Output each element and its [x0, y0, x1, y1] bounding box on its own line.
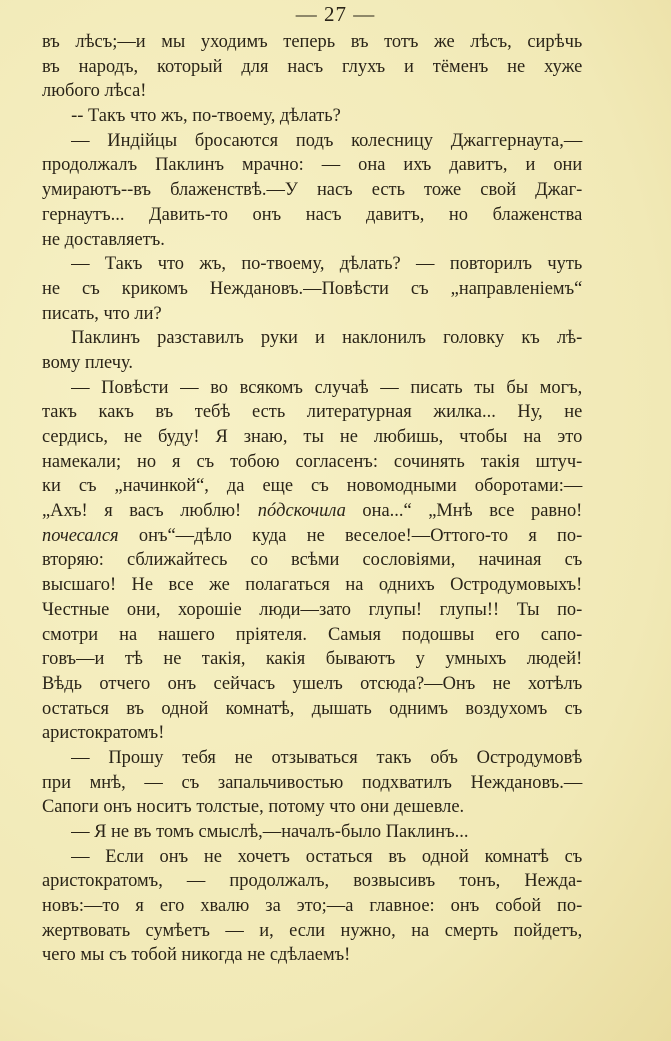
text-line [42, 326, 582, 351]
text-line [42, 499, 582, 524]
italic-text: пóдскочила [257, 500, 346, 522]
text-line [42, 425, 582, 450]
text-line [42, 153, 582, 178]
text-line [42, 178, 582, 203]
text-line [42, 79, 582, 104]
text-line [42, 351, 582, 376]
text-span: Честные они, хорошіе люди—зато глупы! глупы!! Ты по- [42, 598, 583, 620]
text-span: не съ крикомъ Неждановъ.—Повѣсти съ „направленіемъ“ [42, 277, 583, 299]
text-line [42, 943, 582, 968]
text-span: — Прошу тебя не отзываться такъ объ Остродумовѣ [71, 746, 583, 768]
text-line [42, 30, 582, 55]
text-span: жертвовать сумѣетъ — и, если нужно, на смерть пойдетъ, [42, 919, 583, 941]
text-span: не доставляетъ. [42, 228, 165, 250]
text-span: гернаутъ... Давить-то онъ насъ давитъ, но блаженства [42, 203, 583, 225]
text-line [42, 746, 582, 771]
text-span: высшаго! Не все же полагаться на однихъ Остродумовыхъ! [42, 574, 583, 596]
text-span: писать, что ли? [42, 302, 162, 324]
text-span: -- Такъ что жъ, по-твоему, дѣлать? [71, 105, 341, 127]
text-span: говъ—и тѣ не такія, какія бываютъ у умныхъ людей! [42, 648, 583, 670]
text-line [42, 548, 582, 573]
text-span: намекали; но я съ тобою согласенъ: сочинять такія штуч- [42, 450, 583, 472]
text-line [42, 795, 582, 820]
text-span: — Такъ что жъ, по-твоему, дѣлать? — повторилъ чуть [71, 253, 583, 275]
page-text [42, 30, 582, 968]
page-number: — 27 — [295, 2, 376, 26]
text-span: аристократомъ, — продолжалъ, возвысивъ тонъ, Нежда- [42, 870, 583, 892]
text-span: въ народъ, который для насъ глухъ и тёменъ не хуже [42, 55, 583, 77]
text-line [42, 721, 582, 746]
text-span: — Повѣсти — во всякомъ случаѣ — писать ты бы могъ, [71, 376, 583, 398]
italic-text: почесался [42, 524, 119, 546]
text-span: — Если онъ не хочетъ остаться въ одной комнатѣ съ [71, 845, 583, 867]
text-span: вому плечу. [42, 351, 133, 373]
text-line [42, 894, 582, 919]
text-span: новъ:—то я его хвалю за это;—а главное: онъ собой по- [42, 895, 583, 917]
text-span: продолжалъ Паклинъ мрачно: — она ихъ давитъ, и они [42, 154, 583, 176]
text-span: сердись, не буду! Я знаю, ты не любишь, чтобы на это [42, 426, 583, 447]
text-line [42, 376, 582, 401]
text-span: любого лѣса! [42, 80, 147, 102]
text-span: Сапоги онъ носитъ толстые, потому что они дешевле. [42, 796, 465, 818]
text-line [42, 129, 582, 154]
text-line [42, 573, 582, 598]
text-span: при мнѣ, — съ запальчивостью подхватилъ Неждановъ.— [42, 771, 583, 793]
text-line [42, 598, 582, 623]
text-span: аристократомъ! [42, 722, 165, 744]
text-line [42, 647, 582, 672]
text-line [42, 302, 582, 327]
text-span: ки съ „начинкой“, да еще съ новомодными оборотами:— [42, 475, 583, 497]
text-line [42, 845, 582, 870]
text-span: вторяю: сближайтесь со всѣми сословіями, начиная съ [42, 549, 583, 571]
text-span: смотри на нашего пріятеля. Самыя подошвы его сапо- [42, 623, 583, 645]
text-line [42, 524, 582, 549]
text-line [42, 400, 582, 425]
text-line [42, 697, 582, 722]
text-line [42, 228, 582, 253]
text-line [42, 919, 582, 944]
text-span: чего мы съ тобой никогда не сдѣлаемъ! [42, 944, 351, 966]
text-line [42, 474, 582, 499]
text-line [42, 277, 582, 302]
text-span: „Ахъ! я васъ люблю! [42, 500, 258, 522]
text-line [42, 55, 582, 80]
text-span: — Я не въ томъ смыслѣ,—началъ-было Паклинъ... [71, 821, 469, 842]
text-line [42, 104, 582, 129]
text-span: въ лѣсъ;—и мы уходимъ теперь въ тотъ же лѣсъ, сирѣчь [42, 31, 583, 52]
text-line [42, 771, 582, 796]
text-line [42, 672, 582, 697]
text-line [42, 252, 582, 277]
text-line [42, 869, 582, 894]
text-line [42, 820, 582, 845]
text-line [42, 203, 582, 228]
text-span: такъ какъ въ тебѣ есть литературная жилка... Ну, не [42, 401, 583, 423]
text-span: Паклинъ разставилъ руки и наклонилъ головку къ лѣ- [71, 327, 583, 349]
text-line [42, 450, 582, 475]
text-span: она...“ „Мнѣ все равно! [345, 500, 583, 522]
text-span: остаться въ одной комнатѣ, дышать однимъ воздухомъ съ [42, 697, 583, 719]
text-span: — Индійцы бросаются подъ колесницу Джаггернаута,— [71, 129, 583, 151]
text-line [42, 623, 582, 648]
text-span: Вѣдь отчего онъ сейчасъ ушелъ отсюда?—Онъ не хотѣлъ [42, 672, 583, 694]
text-span: умираютъ--въ блаженствѣ.—У насъ есть тоже свой Джаг- [42, 179, 583, 201]
text-span: онъ“—дѣло куда не веселое!—Оттого-то я по- [118, 524, 583, 546]
